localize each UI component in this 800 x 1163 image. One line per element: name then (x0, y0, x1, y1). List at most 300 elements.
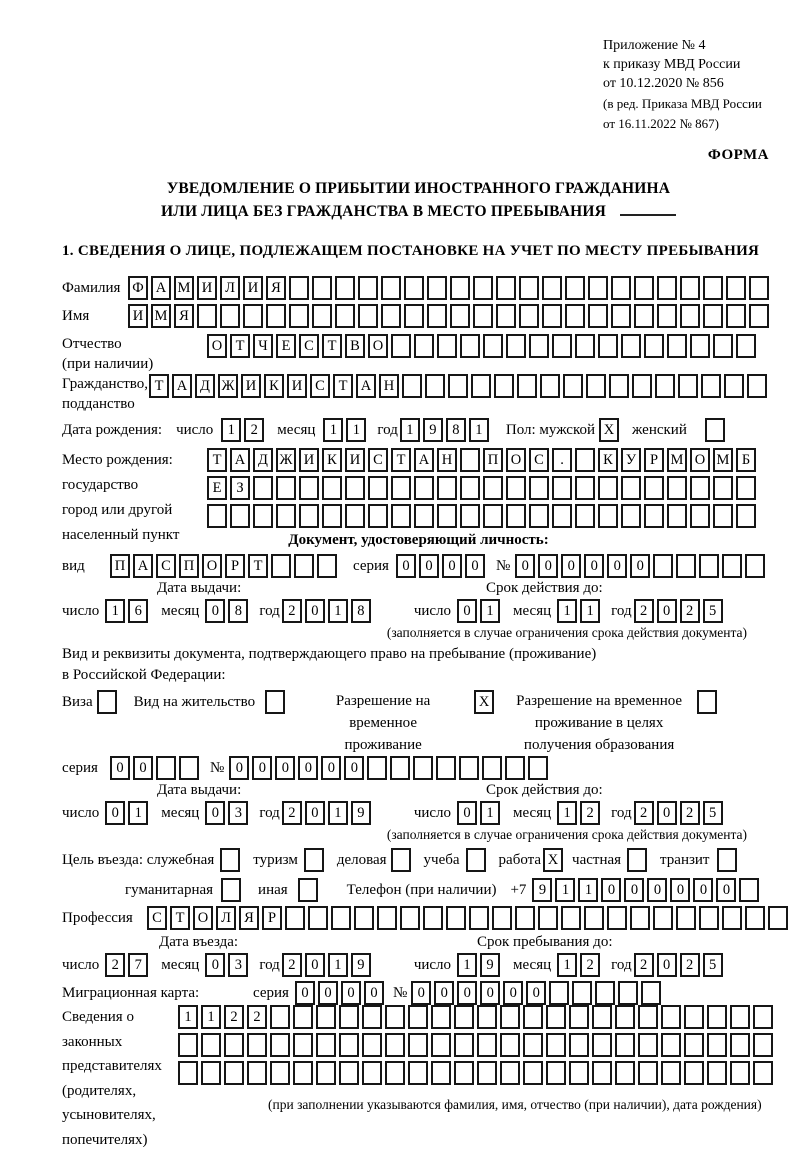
form-cell: X (599, 418, 619, 442)
form-cell (552, 476, 572, 500)
visa-label: Виза (62, 694, 93, 710)
form-cell: С (156, 554, 176, 578)
form-cell (322, 504, 342, 528)
form-cell: 0 (295, 981, 315, 1005)
migration-card-label: Миграционная карта: (62, 985, 200, 1001)
form-cell: 2 (580, 953, 600, 977)
form-cell (749, 304, 769, 328)
form-cell: 0 (457, 599, 477, 623)
form-cell (404, 304, 424, 328)
form-cell: 9 (351, 801, 371, 825)
form-cell (391, 476, 411, 500)
form-cell (753, 1033, 773, 1057)
form-cell (753, 1005, 773, 1029)
other-label: иная (258, 882, 288, 898)
form-cell: Р (225, 554, 245, 578)
form-cell: М (151, 304, 171, 328)
form-cell: 1 (557, 599, 577, 623)
form-cell (381, 276, 401, 300)
edu-permit-checkbox (697, 690, 720, 714)
form-cell (638, 1005, 658, 1029)
form-cell (270, 1033, 290, 1057)
form-cell (339, 1005, 359, 1029)
form-cell: 1 (580, 599, 600, 623)
form-cell: 2 (105, 953, 125, 977)
form-cell (703, 276, 723, 300)
form-cell: 0 (305, 801, 325, 825)
form-cell (331, 906, 351, 930)
form-cell (680, 304, 700, 328)
doc-exp-day-cells (457, 599, 503, 623)
entry-date-headers (62, 934, 775, 953)
form-cell: 0 (624, 878, 644, 902)
form-cell (460, 334, 480, 358)
form-cell (197, 304, 217, 328)
form-cell (618, 981, 638, 1005)
field-birthdate-row (62, 418, 775, 442)
form-cell (690, 476, 710, 500)
humanitarian-label: гуманитарная (125, 882, 214, 898)
form-cell: М (667, 448, 687, 472)
form-cell (730, 1005, 750, 1029)
form-cell: 0 (657, 953, 677, 977)
form-cell (542, 304, 562, 328)
form-cell (450, 276, 470, 300)
form-cell: О (193, 906, 213, 930)
form-cell (621, 476, 641, 500)
migcard-number-label: № (392, 985, 408, 1001)
form-cell (546, 1005, 566, 1029)
doc-date-headers (62, 580, 775, 599)
profession-label: Профессия (62, 910, 133, 926)
form-cell (572, 981, 592, 1005)
residence-permit-checkbox (265, 690, 288, 714)
form-cell (312, 276, 332, 300)
form-cell (477, 1033, 497, 1057)
migration-card-row (62, 981, 775, 1005)
form-cell: 2 (634, 953, 654, 977)
form-cell (460, 448, 480, 472)
study-label: учеба (423, 852, 460, 868)
form-title-line1: УВЕДОМЛЕНИЕ О ПРИБЫТИИ ИНОСТРАННОГО ГРАЖДАНИНА (166, 180, 671, 197)
form-cell (703, 304, 723, 328)
form-cell: 0 (275, 756, 295, 780)
form-cell: Л (220, 276, 240, 300)
form-cell (730, 1033, 750, 1057)
section1-heading: 1. СВЕДЕНИЯ О ЛИЦЕ, ПОДЛЕЖАЩЕМ ПОСТАНОВКЕ НА УЧЕТ ПО МЕСТУ ПРЕБЫВАНИЯ (62, 243, 760, 259)
birth-year-cells (400, 418, 492, 442)
form-cell: 1 (557, 953, 577, 977)
day-label: число (413, 603, 452, 619)
form-cell (477, 1061, 497, 1085)
form-cell (565, 276, 585, 300)
form-cell (506, 476, 526, 500)
form-cell (178, 1061, 198, 1085)
form-cell (684, 1061, 704, 1085)
form-cell: 0 (480, 981, 500, 1005)
form-cell: 1 (557, 801, 577, 825)
form-cell (722, 554, 742, 578)
form-cell (517, 374, 537, 398)
day-label: число (176, 422, 214, 438)
citizenship-label: Гражданство, подданство (62, 376, 149, 412)
day-label: число (62, 805, 100, 821)
form-cell (437, 476, 457, 500)
year-label: год (259, 957, 280, 973)
form-cell (500, 1033, 520, 1057)
form-cell (431, 1005, 451, 1029)
form-cell: Я (239, 906, 259, 930)
form-cell: И (287, 374, 307, 398)
form-cell: 0 (515, 554, 535, 578)
sex-female-label: женский (632, 422, 687, 438)
representatives-label: Сведения о законных представителях (родителях, усыновителях, попечителях) (62, 1009, 162, 1148)
representatives-block (62, 1005, 775, 1152)
form-cell (529, 334, 549, 358)
form-cell: . (552, 448, 572, 472)
form-cell: И (241, 374, 261, 398)
form-cell (385, 1005, 405, 1029)
year-label: год (377, 422, 398, 438)
form-cell (546, 1061, 566, 1085)
form-cell: 1 (328, 953, 348, 977)
form-cell: Е (276, 334, 296, 358)
name-cells (128, 304, 772, 328)
form-cell (523, 1061, 543, 1085)
form-cell (496, 276, 516, 300)
representatives-cells-row3 (178, 1061, 776, 1085)
form-cell (609, 374, 629, 398)
private-label: частная (572, 852, 622, 868)
forma-label: ФОРМА (707, 147, 769, 163)
header-line: Приложение № 4 (603, 38, 706, 53)
form-cell: 5 (703, 953, 723, 977)
permit-issue-year-cells (282, 801, 374, 825)
form-cell: 2 (634, 801, 654, 825)
name-label: Имя (62, 308, 90, 324)
form-cell (224, 1033, 244, 1057)
form-cell: А (172, 374, 192, 398)
form-cell (178, 1033, 198, 1057)
sex-male-checkbox (599, 418, 622, 442)
form-cell (391, 334, 411, 358)
representatives-cells-row1 (178, 1005, 776, 1029)
form-cell (483, 334, 503, 358)
form-cell (621, 334, 641, 358)
form-cell: П (110, 554, 130, 578)
form-cell: 1 (555, 878, 575, 902)
form-cell: 1 (178, 1005, 198, 1029)
form-cell: 1 (105, 599, 125, 623)
form-cell: 0 (105, 801, 125, 825)
form-cell (653, 906, 673, 930)
form-cell: 0 (341, 981, 361, 1005)
form-cell (505, 756, 525, 780)
form-cell (630, 906, 650, 930)
form-cell (615, 1033, 635, 1057)
form-cell (201, 1061, 221, 1085)
form-cell (312, 304, 332, 328)
visa-checkbox (97, 690, 120, 714)
doc-issue-date-label: Дата выдачи: (157, 580, 242, 596)
form-cell: 0 (419, 554, 439, 578)
doc-number-cells (515, 554, 768, 578)
form-cell (592, 1061, 612, 1085)
purpose-extra-row (62, 878, 775, 902)
form-cell: 0 (601, 878, 621, 902)
migcard-number-cells (411, 981, 664, 1005)
form-cell (644, 334, 664, 358)
form-cell (381, 304, 401, 328)
form-cell (730, 1061, 750, 1085)
form-cell (482, 756, 502, 780)
form-cell (339, 1033, 359, 1057)
form-cell (699, 906, 719, 930)
form-cell (713, 504, 733, 528)
phone-label: Телефон (при наличии) (346, 882, 497, 898)
form-cell (431, 1033, 451, 1057)
form-cell (680, 276, 700, 300)
form-cell (641, 981, 661, 1005)
form-cell: А (356, 374, 376, 398)
form-cell: 1 (128, 801, 148, 825)
form-cell (588, 304, 608, 328)
form-cell (707, 1005, 727, 1029)
form-cell (450, 304, 470, 328)
form-cell: М (174, 276, 194, 300)
form-cell: 0 (434, 981, 454, 1005)
header-amendment-line: от 16.11.2022 № 867) (603, 116, 720, 131)
form-cell (266, 304, 286, 328)
form-cell (575, 334, 595, 358)
form-cell (408, 1005, 428, 1029)
purpose-official-checkbox (220, 848, 243, 872)
form-cell: 8 (228, 599, 248, 623)
form-cell: 0 (298, 756, 318, 780)
form-cell (345, 504, 365, 528)
form-cell (385, 1061, 405, 1085)
form-cell (549, 981, 569, 1005)
form-cell (745, 906, 765, 930)
form-cell (615, 1005, 635, 1029)
permit-number-cells (229, 756, 551, 780)
month-label: месяц (513, 957, 552, 973)
form-cell (657, 276, 677, 300)
header-line: к приказу МВД России (603, 57, 741, 72)
form-cell: 1 (328, 599, 348, 623)
form-cell: 3 (228, 953, 248, 977)
form-cell: О (506, 448, 526, 472)
patronymic-label: Отчество (при наличии) (62, 336, 154, 372)
work-label: работа (498, 852, 542, 868)
form-cell: 0 (442, 554, 462, 578)
purpose-work-checkbox (543, 848, 566, 872)
permit-exp-month-cells (557, 801, 603, 825)
form-cell (506, 504, 526, 528)
purpose-label: Цель въезда: служебная (62, 852, 215, 868)
form-cell (707, 1033, 727, 1057)
field-doc-kind-row (62, 554, 775, 578)
header-reference (603, 36, 775, 133)
header-amendment-line: (в ред. Приказа МВД России (603, 96, 762, 111)
form-cell (736, 476, 756, 500)
phone-prefix: +7 (510, 882, 527, 898)
form-cell: X (474, 690, 494, 714)
form-cell (492, 906, 512, 930)
form-cell (684, 1033, 704, 1057)
form-cell (483, 504, 503, 528)
birthplace-cells-block (207, 448, 759, 528)
form-cell (316, 1061, 336, 1085)
form-cell (391, 848, 411, 872)
permit-series-label: серия (62, 760, 98, 776)
form-cell (276, 504, 296, 528)
permit-validity-note: (заполняется в случае ограничения срока действия документа) (386, 827, 747, 842)
transit-label: транзит (660, 852, 710, 868)
form-cell (607, 906, 627, 930)
form-cell (367, 756, 387, 780)
permit-series-cells (110, 756, 202, 780)
form-cell (408, 1061, 428, 1085)
form-cell: И (197, 276, 217, 300)
doc-series-label: серия (353, 558, 389, 574)
form-cell: 8 (446, 418, 466, 442)
form-cell (749, 276, 769, 300)
day-label: число (62, 603, 100, 619)
residence-doc-options-row (62, 690, 775, 756)
form-cell: О (368, 334, 388, 358)
form-cell (598, 334, 618, 358)
doc-kind-label: вид (62, 558, 85, 574)
form-cell: Р (262, 906, 282, 930)
form-cell (437, 504, 457, 528)
title-blank-underline (620, 200, 676, 216)
form-cell (561, 906, 581, 930)
form-cell (156, 756, 176, 780)
residence-doc-text1: Вид и реквизиты документа, подтверждающего право на пребывание (проживание) (62, 646, 597, 662)
purpose-tourism-checkbox (304, 848, 327, 872)
form-cell: 1 (457, 953, 477, 977)
form-cell (753, 1061, 773, 1085)
form-cell (736, 504, 756, 528)
form-cell: 2 (282, 599, 302, 623)
permit-issue-date-label: Дата выдачи: (157, 782, 242, 798)
form-cell: 0 (584, 554, 604, 578)
month-label: месяц (161, 603, 200, 619)
form-cell (454, 1061, 474, 1085)
form-cell: Ф (128, 276, 148, 300)
form-cell (707, 1061, 727, 1085)
form-cell (477, 1005, 497, 1029)
form-cell (611, 304, 631, 328)
form-cell: Ч (253, 334, 273, 358)
form-cell (454, 1033, 474, 1057)
birthdate-label: Дата рождения: (62, 422, 163, 438)
form-cell (385, 1033, 405, 1057)
form-cell: 1 (480, 801, 500, 825)
form-cell: В (345, 334, 365, 358)
form-cell: 5 (703, 801, 723, 825)
form-cell: 0 (411, 981, 431, 1005)
form-cell (368, 476, 388, 500)
form-cell (437, 334, 457, 358)
surname-cells (128, 276, 772, 300)
form-cell (667, 476, 687, 500)
form-cell (528, 756, 548, 780)
form-cell (276, 476, 296, 500)
form-cell (713, 334, 733, 358)
stay-month-cells (557, 953, 603, 977)
form-cell (322, 476, 342, 500)
form-cell (335, 304, 355, 328)
form-cell: 0 (657, 599, 677, 623)
form-cell (460, 476, 480, 500)
purpose-other-checkbox (298, 878, 321, 902)
form-cell: А (133, 554, 153, 578)
form-cell: 2 (680, 599, 700, 623)
form-cell (247, 1033, 267, 1057)
form-title-line2: ИЛИ ЛИЦА БЕЗ ГРАЖДАНСТВА В МЕСТО ПРЕБЫВАНИЯ (62, 200, 775, 223)
year-label: год (259, 603, 280, 619)
year-label: год (259, 805, 280, 821)
form-cell (220, 304, 240, 328)
permit-valid-until-label: Срок действия до: (486, 782, 603, 798)
doc-issue-month-cells (205, 599, 251, 623)
form-cell (638, 1033, 658, 1057)
form-cell: О (202, 554, 222, 578)
business-label: деловая (336, 852, 387, 868)
form-cell (179, 756, 199, 780)
form-cell: 0 (318, 981, 338, 1005)
form-cell (632, 374, 652, 398)
form-cell (690, 504, 710, 528)
form-cell (335, 276, 355, 300)
form-cell (661, 1061, 681, 1085)
form-cell (736, 334, 756, 358)
form-cell (588, 276, 608, 300)
migcard-series-label: серия (253, 985, 289, 1001)
form-cell (745, 554, 765, 578)
form-cell (586, 374, 606, 398)
form-cell: 2 (680, 801, 700, 825)
form-cell: 0 (457, 801, 477, 825)
form-cell: 9 (532, 878, 552, 902)
form-cell: М (713, 448, 733, 472)
form-cell: Т (333, 374, 353, 398)
temp-permit-checkbox (474, 690, 497, 714)
form-cell: 1 (400, 418, 420, 442)
form-cell: 2 (282, 953, 302, 977)
form-cell: И (128, 304, 148, 328)
edu-permit-label: Разрешение на временное проживание в целях получения образования (516, 693, 683, 753)
migcard-series-cells (295, 981, 387, 1005)
doc-series-cells (396, 554, 488, 578)
form-cell (97, 690, 117, 714)
form-cell (316, 1005, 336, 1029)
form-cell (540, 374, 560, 398)
form-cell: И (299, 448, 319, 472)
form-cell (220, 848, 240, 872)
purpose-humanitarian-checkbox (221, 878, 244, 902)
form-cell: 0 (607, 554, 627, 578)
month-label: месяц (277, 422, 316, 438)
form-cell: С (368, 448, 388, 472)
form-cell: Л (216, 906, 236, 930)
form-cell (529, 504, 549, 528)
identity-doc-heading: Документ, удостоверяющий личность: (288, 532, 549, 548)
field-patronymic-row (62, 334, 775, 374)
form-cell (473, 304, 493, 328)
